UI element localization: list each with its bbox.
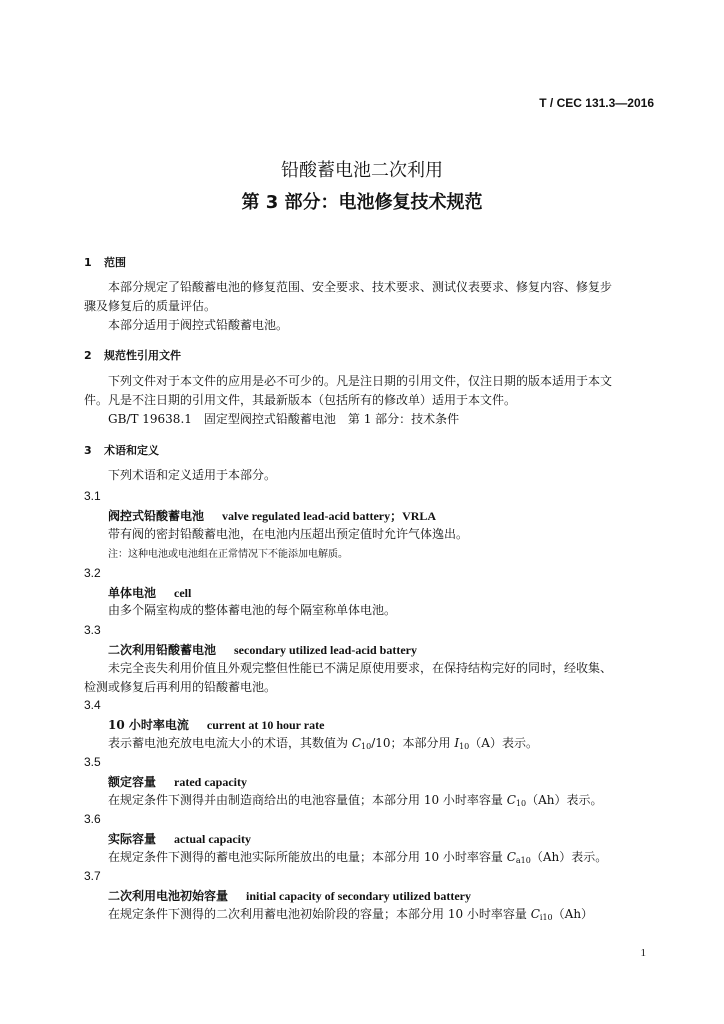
definition: 带有阀的密封铅酸蓄电池，在电池内压超出预定值时允许气体逸出。: [108, 527, 469, 541]
term-english: secondary utilized lead-acid battery: [234, 643, 417, 657]
symbol-subscript: a10: [515, 856, 531, 865]
clause-number: 3.5: [84, 755, 101, 769]
term-english: current at 10 hour rate: [206, 718, 325, 732]
clause-number: 3.3: [84, 623, 101, 637]
definition: 未完全丧失利用价值且外观完整但性能已不满足原使用要求，在保持结构完好的同时，经收集、: [108, 661, 613, 675]
definition-text: 在规定条件下测得并由制造商给出的电池容量值；本部分用 10 小时率容量: [108, 793, 507, 807]
clause-number: 3.6: [84, 812, 101, 826]
section-title: 术语和定义: [104, 444, 159, 457]
definition: [108, 791, 603, 813]
symbol-c: C: [530, 907, 540, 921]
term-english: initial capacity of secondary utilized battery: [246, 889, 471, 903]
clause-number: 3.4: [84, 698, 101, 712]
paragraph: 件。凡是不注日期的引用文件，其最新版本（包括所有的修改单）适用于本文件。: [84, 393, 517, 407]
clause-number: 3.1: [84, 489, 101, 503]
term-chinese: 二次利用电池初始容量: [108, 889, 229, 903]
document-number: T / CEC 131.3—2016: [539, 96, 654, 110]
definition: 由多个隔室构成的整体蓄电池的每个隔室称单体电池。: [108, 603, 397, 617]
section-number: 1: [84, 256, 92, 269]
term-heading: [108, 830, 251, 847]
definition-text: （Ah）表示。: [526, 793, 603, 807]
symbol-c: C: [506, 850, 516, 864]
section-number: 2: [84, 349, 92, 362]
clause-number: 3.2: [84, 566, 101, 580]
paragraph: 下列文件对于本文件的应用是必不可少的。凡是注日期的引用文件，仅注日期的版本适用于本文: [108, 374, 613, 388]
paragraph: 本部分规定了铅酸蓄电池的修复范围、安全要求、技术要求、测试仪表要求、修复内容、修复步: [108, 280, 613, 294]
definition-text: （Ah）: [552, 907, 594, 921]
term-chinese: 10 小时率电流: [108, 718, 189, 732]
definition: [108, 905, 593, 927]
term-chinese: 实际容量: [108, 832, 157, 846]
term-english: rated capacity: [174, 775, 247, 789]
paragraph: 下列术语和定义适用于本部分。: [108, 468, 277, 482]
term-english: cell: [174, 586, 192, 600]
term-heading: [108, 716, 324, 733]
symbol-i: I: [454, 736, 460, 750]
term-heading: [108, 584, 191, 601]
term-chinese: 阀控式铅酸蓄电池: [108, 509, 205, 523]
term-chinese: 额定容量: [108, 775, 157, 789]
definition: [108, 848, 607, 870]
definition-text: 在规定条件下测得的二次利用蓄电池初始阶段的容量；本部分用 10 小时率容量: [108, 907, 531, 921]
section-number: 3: [84, 444, 92, 457]
symbol-c: C: [506, 793, 516, 807]
term-english: actual capacity: [174, 832, 252, 846]
section-title: 规范性引用文件: [104, 349, 181, 362]
paragraph: 骤及修复后的质量评估。: [84, 299, 217, 313]
section-1-heading: [84, 254, 126, 270]
definition-text: 表示蓄电池充放电电流大小的术语，其数值为: [108, 736, 352, 750]
normative-reference: GB/T 19638.1 固定型阀控式铅酸蓄电池 第 1 部分：技术条件: [108, 412, 460, 426]
term-heading: [108, 773, 247, 790]
definition-text: （A）表示。: [469, 736, 538, 750]
symbol-subscript: 10: [515, 799, 527, 808]
definition: [108, 734, 538, 756]
section-title: 范围: [104, 256, 126, 269]
term-chinese: 单体电池: [108, 586, 157, 600]
note: 注：这种电池或电池组在正常情况下不能添加电解质。: [108, 549, 348, 560]
term-heading: [108, 887, 471, 904]
definition: 检测或修复后再利用的铅酸蓄电池。: [84, 680, 277, 694]
definition-text: 在规定条件下测得的蓄电池实际所能放出的电量；本部分用 10 小时率容量: [108, 850, 507, 864]
term-english: valve regulated lead-acid battery；VRLA: [222, 509, 437, 523]
title-line-2: 第 3 部分：电池修复技术规范: [241, 192, 483, 213]
section-3-heading: [84, 442, 159, 458]
symbol-c: C: [351, 736, 362, 750]
term-heading: [108, 641, 417, 658]
page-number: 1: [640, 947, 646, 959]
clause-number: 3.7: [84, 869, 101, 883]
term-chinese: 二次利用铅酸蓄电池: [108, 643, 217, 657]
symbol-subscript: 10: [459, 742, 470, 751]
term-heading: [108, 507, 436, 524]
symbol-subscript: 10: [361, 742, 372, 751]
definition-text: （Ah）表示。: [530, 850, 608, 864]
section-2-heading: [84, 347, 181, 363]
symbol-subscript: i10: [539, 913, 553, 922]
title-line-1: 铅酸蓄电池二次利用: [281, 160, 443, 181]
definition-text: /10；本部分用: [371, 736, 455, 750]
paragraph: 本部分适用于阀控式铅酸蓄电池。: [108, 318, 289, 332]
